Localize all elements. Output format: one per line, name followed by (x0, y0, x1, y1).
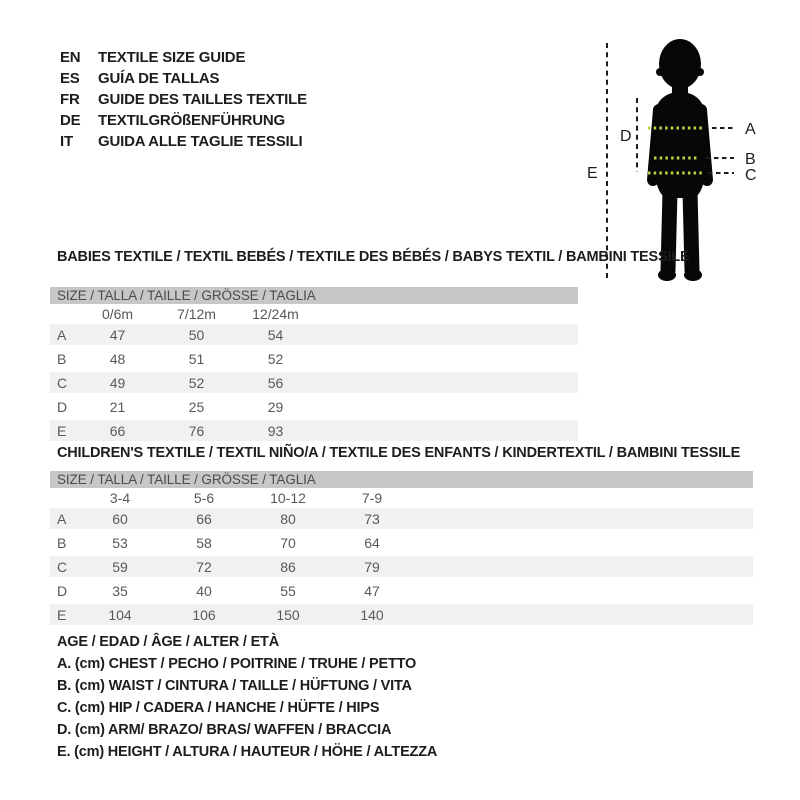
filler-cell (414, 531, 753, 555)
row-label: C (50, 555, 78, 579)
measurement-row-b (50, 531, 753, 555)
lang-label: GUIDE DES TAILLES TEXTILE (98, 91, 307, 108)
size-column-header: 12/24m (252, 306, 299, 322)
filler-cell (414, 508, 753, 531)
lang-label: TEXTILGRÖßENFÜHRUNG (98, 112, 286, 129)
filler-cell (315, 347, 578, 371)
measurement-value: 52 (236, 347, 315, 371)
row-label: E (50, 603, 78, 627)
babies-size-table (50, 287, 578, 444)
measurement-row-e (50, 603, 753, 627)
filler-cell (414, 488, 753, 508)
size-column-header: 7-9 (361, 490, 383, 506)
lang-code: EN (60, 49, 81, 66)
filler-cell (315, 371, 578, 395)
measurement-row-c (50, 371, 578, 395)
row-label: B (50, 347, 78, 371)
measurement-value: 79 (330, 555, 414, 579)
lang-row-es (60, 68, 307, 89)
figure-label-c: C (745, 167, 757, 184)
measurement-value: 58 (162, 531, 246, 555)
measurement-row-d (50, 579, 753, 603)
measurement-row-c (50, 555, 753, 579)
measurement-value: 66 (162, 508, 246, 531)
row-label: A (50, 508, 78, 531)
child-silhouette (653, 39, 707, 281)
measurement-row-b (50, 347, 578, 371)
size-columns-row (50, 304, 578, 324)
measurement-value: 104 (78, 603, 162, 627)
filler-cell (414, 603, 753, 627)
size-column-header: 10-12 (270, 490, 306, 506)
row-label: D (50, 579, 78, 603)
measurement-value: 56 (236, 371, 315, 395)
measurement-row-a (50, 508, 753, 531)
row-label: D (50, 395, 78, 419)
measurement-value: 49 (78, 371, 157, 395)
measurement-row-d (50, 395, 578, 419)
measurement-value: 54 (236, 324, 315, 347)
measurement-value: 47 (330, 579, 414, 603)
lang-label: GUÍA DE TALLAS (98, 70, 220, 87)
lang-row-de (60, 110, 307, 131)
legend-height: E. (cm) HEIGHT / ALTURA / HAUTEUR / HÖHE / ALTEZZA (57, 744, 438, 760)
row-label: A (50, 324, 78, 347)
measurement-value: 51 (157, 347, 236, 371)
measurement-value: 80 (246, 508, 330, 531)
legend-age: AGE / EDAD / ÂGE / ALTER / ETÀ (57, 634, 279, 650)
lang-row-fr (60, 89, 307, 110)
measurement-value: 21 (78, 395, 157, 419)
measurement-value: 72 (162, 555, 246, 579)
measurement-value: 59 (78, 555, 162, 579)
figure-label-d: D (620, 128, 632, 145)
row-label: B (50, 531, 78, 555)
legend-waist: B. (cm) WAIST / CINTURA / TAILLE / HÜFTUNG / VITA (57, 678, 412, 694)
measurement-value: 35 (78, 579, 162, 603)
legend-arm: D. (cm) ARM/ BRAZO/ BRAS/ WAFFEN / BRACCIA (57, 722, 392, 738)
lang-label: TEXTILE SIZE GUIDE (98, 49, 246, 66)
filler-cell (315, 304, 578, 324)
size-column-header: 7/12m (177, 306, 216, 322)
measurement-legend (57, 631, 437, 763)
measurement-value: 25 (157, 395, 236, 419)
filler-cell (315, 419, 578, 443)
measurement-value: 48 (78, 347, 157, 371)
lang-code: IT (60, 133, 73, 150)
measurement-value: 50 (157, 324, 236, 347)
figure-label-b: B (745, 151, 756, 168)
measurement-value: 70 (246, 531, 330, 555)
legend-chest: A. (cm) CHEST / PECHO / POITRINE / TRUHE / PETTO (57, 656, 417, 672)
filler-cell (414, 555, 753, 579)
filler-cell (315, 395, 578, 419)
table-header-bar: SIZE / TALLA / TAILLE / GRÖSSE / TAGLIA (50, 287, 578, 304)
figure-label-e: E (587, 165, 598, 182)
measurement-value: 76 (157, 419, 236, 443)
children-section-title: CHILDREN'S TEXTILE / TEXTIL NIÑO/A / TEXTILE DES ENFANTS / KINDERTEXTIL / BAMBINI TESSILE (57, 445, 741, 461)
legend-hip: C. (cm) HIP / CADERA / HANCHE / HÜFTE / HIPS (57, 700, 380, 716)
size-corner-cell (50, 304, 78, 324)
filler-cell (414, 579, 753, 603)
children-size-table (50, 471, 753, 628)
measurement-value: 60 (78, 508, 162, 531)
babies-section-title: BABIES TEXTILE / TEXTIL BEBÉS / TEXTILE DES BÉBÉS / BABYS TEXTIL / BAMBINI TESSILE (57, 249, 690, 265)
measurement-value: 52 (157, 371, 236, 395)
size-column-header: 5-6 (193, 490, 215, 506)
measurement-value: 106 (162, 603, 246, 627)
measurement-row-e (50, 419, 578, 443)
size-column-header: 3-4 (109, 490, 131, 506)
measurement-value: 66 (78, 419, 157, 443)
measurement-value: 53 (78, 531, 162, 555)
lang-code: FR (60, 91, 80, 108)
lang-code: DE (60, 112, 81, 129)
measurement-value: 73 (330, 508, 414, 531)
measurement-row-a (50, 324, 578, 347)
lang-row-en (60, 47, 307, 68)
table-header-bar: SIZE / TALLA / TAILLE / GRÖSSE / TAGLIA (50, 471, 753, 488)
language-title-list (60, 47, 307, 152)
lang-code: ES (60, 70, 80, 87)
measurement-value: 47 (78, 324, 157, 347)
row-label: E (50, 419, 78, 443)
measurement-value: 64 (330, 531, 414, 555)
measurement-value: 86 (246, 555, 330, 579)
measurement-value: 140 (330, 603, 414, 627)
lang-row-it (60, 131, 307, 152)
lang-label: GUIDA ALLE TAGLIE TESSILI (98, 133, 303, 150)
row-label: C (50, 371, 78, 395)
measurement-value: 29 (236, 395, 315, 419)
measurement-value: 93 (236, 419, 315, 443)
measurement-value: 40 (162, 579, 246, 603)
filler-cell (315, 324, 578, 347)
size-corner-cell (50, 488, 78, 508)
size-column-header: 0/6m (101, 306, 134, 322)
measurement-value: 55 (246, 579, 330, 603)
figure-label-a: A (745, 121, 756, 138)
measurement-value: 150 (246, 603, 330, 627)
size-columns-row (50, 488, 753, 508)
